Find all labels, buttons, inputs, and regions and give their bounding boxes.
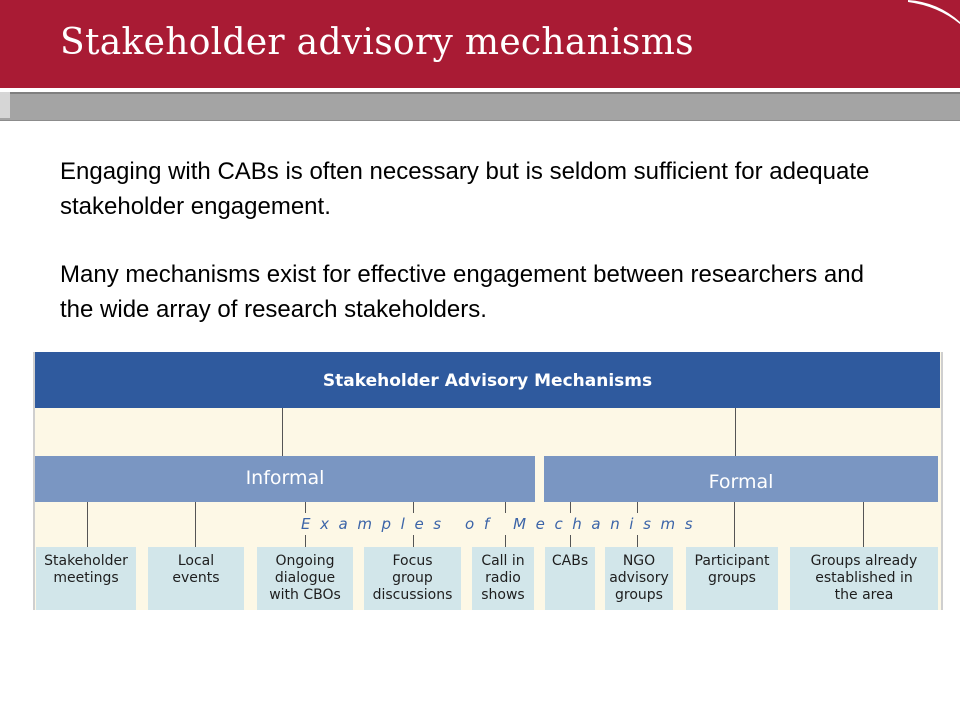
- diagram-right-edge: [941, 352, 943, 610]
- intro-paragraph: Engaging with CABs is often necessary but is seldom sufficient for adequate stakeholder engagement.: [60, 158, 870, 220]
- connector-participant-groups: [734, 502, 735, 547]
- example-call-in-radio: Call in radio shows: [472, 547, 534, 610]
- example-participant-groups: Participant groups: [686, 547, 778, 610]
- example-cabs: CABs: [545, 547, 595, 610]
- example-stakeholder-meetings: Stakeholder meetings: [36, 547, 136, 610]
- connector-header-informal: [282, 408, 283, 456]
- example-local-events: Local events: [148, 547, 244, 610]
- diagram-header: Stakeholder Advisory Mechanisms: [322, 371, 653, 391]
- example-focus-group: Focus group discussions: [364, 547, 461, 610]
- stakeholder-mechanisms-diagram: [33, 352, 943, 610]
- informal-branch: Informal: [35, 456, 535, 502]
- connector-groups-established: [863, 502, 864, 547]
- title-divider-stub: [0, 92, 10, 118]
- examples-of-mechanisms-label: Examples of Mechanisms: [301, 515, 703, 533]
- example-ngo-advisory-groups: NGO advisory groups: [605, 547, 673, 610]
- example-ongoing-dialogue: Ongoing dialogue with CBOs: [257, 547, 353, 610]
- title-corner-curve: [908, 0, 960, 24]
- connector-stakeholder-meetings: [87, 502, 88, 547]
- slide-title: Stakeholder advisory mechanisms: [60, 22, 694, 63]
- example-groups-established: Groups already established in the area: [790, 547, 938, 610]
- title-divider-band: [0, 92, 960, 121]
- connector-local-events: [195, 502, 196, 547]
- formal-branch: Formal: [544, 456, 938, 502]
- mechanisms-paragraph: Many mechanisms exist for effective engagement between researchers and the wide array of research stakeholders.: [60, 261, 864, 323]
- connector-header-formal: [735, 408, 736, 456]
